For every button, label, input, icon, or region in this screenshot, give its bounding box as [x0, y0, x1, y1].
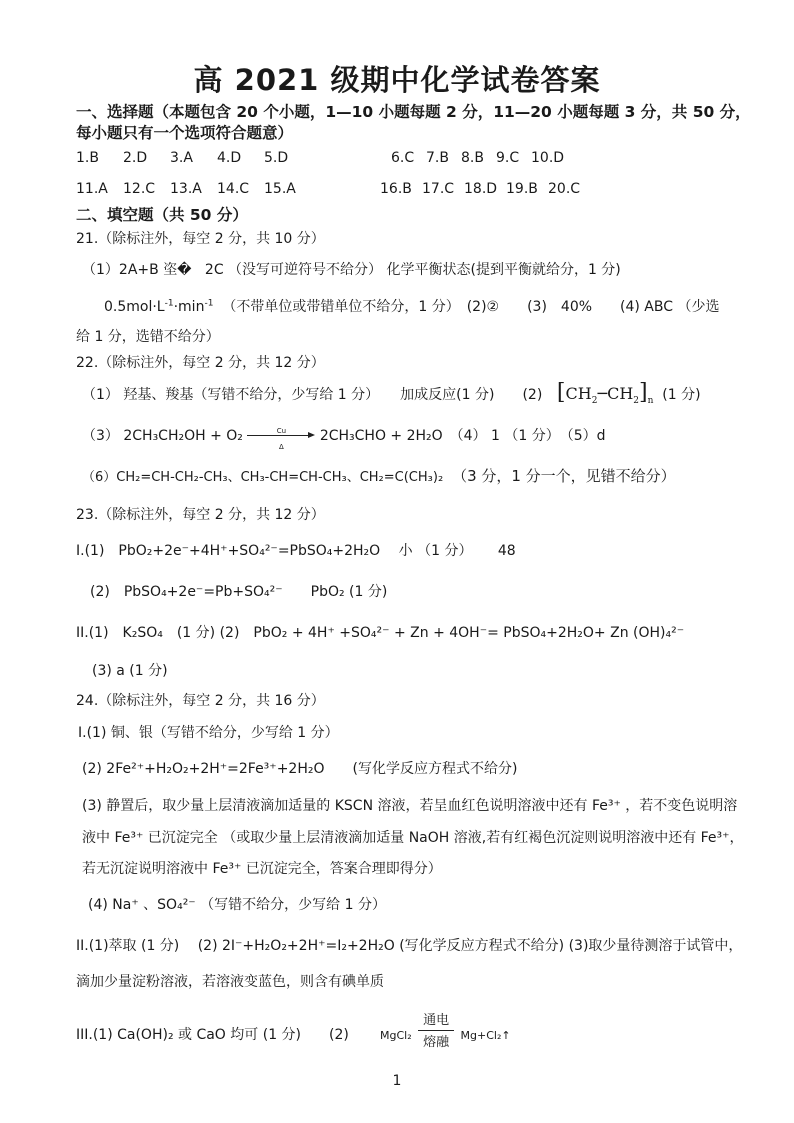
- answer-item: 16.B: [380, 181, 412, 197]
- q24-line5: 若无沉淀说明溶液中 Fe³⁺ 已沉淀完全，答案合理即得分）: [82, 861, 442, 877]
- answers-row-1: [76, 149, 578, 167]
- q22-heading: 22.（除标注外，每空 2 分，共 12 分）: [76, 355, 325, 371]
- q23-line3: II.(1) K₂SO₄ (1 分) (2) PbO₂ + 4H⁺ +SO₄²⁻ + Zn + 4OH⁻= PbSO₄+2H₂O+ Zn (OH)₄²⁻: [76, 625, 685, 641]
- reversible-arrow-glyph: 垐�: [163, 262, 192, 278]
- answer-item: 11.A: [76, 181, 108, 197]
- q23-line1: I.(1) PbO₂+2e⁻+4H⁺+SO₄²⁻=PbSO₄+2H₂O 小 （1 分） 48: [76, 543, 516, 559]
- condition-catalyst: Cu: [276, 427, 287, 435]
- q24-line4: 液中 Fe³⁺ 已沉淀完全 （或取少量上层清液滴加适量 NaOH 溶液,若有红褐色沉淀则说明溶液中还有 Fe³⁺，: [82, 830, 744, 846]
- answer-item: 13.A: [170, 181, 202, 197]
- page-number: 1: [392, 1073, 402, 1089]
- section1-heading-line1: 一、选择题（本题包含 20 个小题，1—10 小题每题 2 分，11—20 小题每题 3 分，共 50 分，: [76, 103, 751, 121]
- subscript: 2: [633, 396, 639, 407]
- answers-row-2: [76, 180, 595, 198]
- page-title: 高 2021 级期中化学试卷答案: [193, 63, 601, 97]
- q24-line1: I.(1) 铜、银（写错不给分，少写给 1 分）: [78, 725, 339, 741]
- answer-item: 20.C: [548, 181, 581, 197]
- q21-equation-left: （1）2A+B: [82, 262, 164, 278]
- equals-bar: [418, 1030, 454, 1031]
- superscript: -1: [204, 298, 214, 309]
- answer-item: 2.D: [123, 150, 148, 166]
- q22-line3: [82, 467, 676, 487]
- electrolysis-reactant: MgCl₂: [380, 1029, 412, 1042]
- q21-heading: 21.（除标注外，每空 2 分，共 10 分）: [76, 231, 325, 247]
- q24-line8: 滴加少量淀粉溶液，若溶液变蓝色，则含有碘单质: [76, 974, 384, 990]
- answer-item: 19.B: [506, 181, 538, 197]
- section1-heading-line2: 每小题只有一个选项符合题意）: [76, 124, 294, 142]
- answer-item: 8.B: [461, 150, 484, 166]
- answer-item: 10.D: [531, 150, 565, 166]
- section2-heading: 二、填空题（共 50 分）: [76, 206, 248, 224]
- electrolysis-product: Mg+Cl₂↑: [460, 1029, 511, 1042]
- answer-item: 9.C: [496, 150, 520, 166]
- q24-heading: 24.（除标注外，每空 2 分，共 16 分）: [76, 693, 325, 709]
- q21-line1: [82, 261, 621, 279]
- q22-line2: [82, 427, 606, 451]
- q22-line1: [82, 380, 701, 407]
- condition-molten: 熔融: [423, 1035, 450, 1050]
- bracket-right: ]: [639, 380, 648, 405]
- answer-item: 15.A: [264, 181, 296, 197]
- q24-line3: (3) 静置后，取少量上层清液滴加适量的 KSCN 溶液，若呈血红色说明溶液中还有 Fe³⁺ ，若不变色说明溶: [82, 798, 738, 814]
- q24-line2: (2) 2Fe²⁺+H₂O₂+2H⁺=2Fe³⁺+2H₂O (写化学反应方程式不给分): [82, 761, 518, 777]
- q22-line1-text: （1） 羟基、羧基（写错不给分，少写给 1 分） 加成反应(1 分) (2): [82, 387, 543, 403]
- electrolysis-condition: [418, 1013, 454, 1050]
- formula-ch: CH: [565, 384, 592, 403]
- subscript-n: n: [647, 396, 654, 407]
- answer-item: 12.C: [123, 181, 156, 197]
- answer-item: 17.C: [422, 181, 455, 197]
- superscript: -1: [164, 298, 174, 309]
- answer-item: 14.C: [217, 181, 250, 197]
- subscript: 2: [591, 396, 598, 407]
- answer-item: 4.D: [217, 150, 242, 166]
- q21-line3: 给 1 分，选错不给分）: [76, 329, 220, 345]
- polyethylene-formula: [547, 380, 654, 407]
- answer-item: 3.A: [170, 150, 193, 166]
- bracket-left: [: [556, 380, 566, 405]
- q23-line4: (3) a (1 分): [92, 663, 168, 679]
- q24-line9-text: III.(1) Ca(OH)₂ 或 CaO 均可 (1 分) (2): [76, 1027, 349, 1043]
- answer-item: 18.D: [464, 181, 498, 197]
- rate-unit-min: ·min: [173, 299, 205, 315]
- condition-heat: Δ: [278, 443, 284, 451]
- answer-item: 6.C: [391, 150, 415, 166]
- q22-equation-right: 2CH₃CHO + 2H₂O （4） 1 （1 分） （5）d: [319, 428, 606, 444]
- q22-isomers: （6）CH₂=CH-CH₂-CH₃、CH₃-CH=CH-CH₃、CH₂=C(CH₃)₂: [82, 470, 444, 485]
- q22-isomers-note: （3 分，1 分一个，见错不给分）: [452, 467, 676, 485]
- q21-line2-rest: （不带单位或带错单位不给分，1 分） (2)② (3) 40% (4) ABC （少选: [222, 299, 720, 315]
- q23-line2: (2) PbSO₄+2e⁻=Pb+SO₄²⁻ PbO₂ (1 分): [90, 584, 388, 600]
- q22-equation-left: （3） 2CH₃CH₂OH + O₂: [82, 428, 243, 444]
- q24-line7: II.(1)萃取 (1 分) (2) 2I⁻+H₂O₂+2H⁺=I₂+2H₂O (写化学反应方程式不给分) (3)取少量待测溶于试管中，: [76, 938, 743, 954]
- q24-line6: (4) Na⁺ 、SO₄²⁻ （写错不给分，少写给 1 分）: [88, 897, 386, 913]
- answer-item: 1.B: [76, 150, 99, 166]
- answer-item: 5.D: [264, 150, 289, 166]
- q24-line9: [76, 1013, 511, 1050]
- condition-electrify: 通电: [423, 1013, 450, 1028]
- q22-score: (1 分): [662, 387, 701, 403]
- answer-item: 7.B: [426, 150, 449, 166]
- q21-line2: [104, 298, 719, 316]
- arrow-line: [247, 435, 311, 436]
- formula-ch: ─CH: [597, 384, 634, 403]
- rate-unit: 0.5mol·L: [104, 299, 165, 315]
- q23-heading: 23.（除标注外，每空 2 分，共 12 分）: [76, 507, 325, 523]
- q21-equation-right: 2C （没写可逆符号不给分） 化学平衡状态(提到平衡就给分，1 分): [204, 262, 621, 278]
- reaction-arrow-with-condition: [247, 427, 315, 451]
